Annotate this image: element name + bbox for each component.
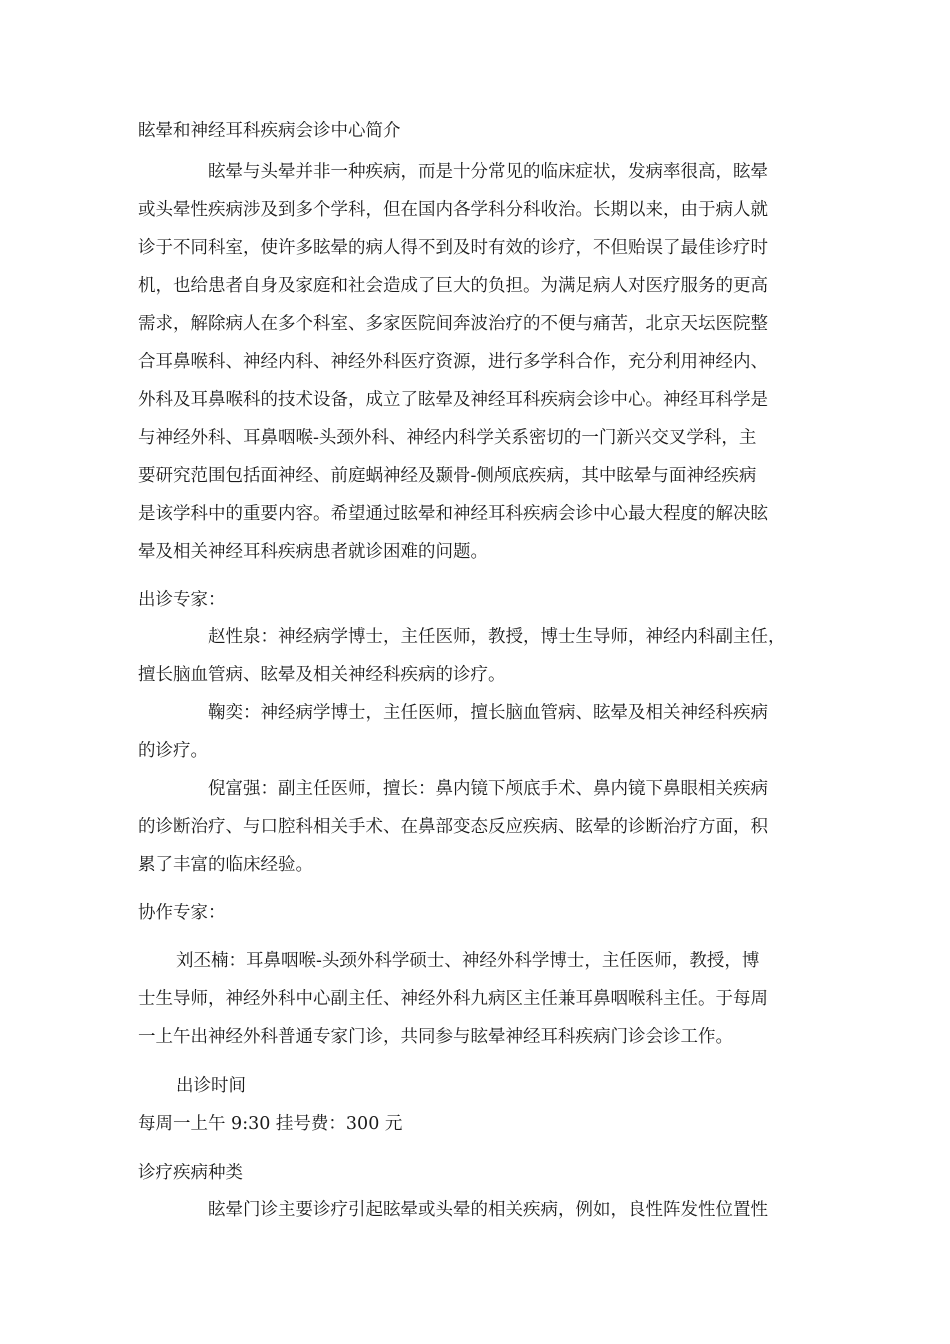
intro-line: 需求，解除病人在多个科室、多家医院间奔波治疗的不便与痛苦，北京天坛医院整 — [138, 314, 768, 334]
schedule-heading: 出诊时间 — [176, 1076, 246, 1096]
intro-line: 或头晕性疾病涉及到多个学科，但在国内各学科分科收治。长期以来，由于病人就 — [138, 200, 768, 220]
coop-line: 刘丕楠：耳鼻咽喉-头颈外科学硕士、神经外科学博士，主任医师，教授，博 — [176, 951, 760, 971]
expert-line: 的诊断治疗、与口腔科相关手术、在鼻部变态反应疾病、眩晕的诊断治疗方面，积 — [138, 817, 768, 837]
coop-line: 一上午出神经外科普通专家门诊，共同参与眩晕神经耳科疾病门诊会诊工作。 — [138, 1027, 733, 1047]
coop-heading: 协作专家： — [138, 903, 226, 923]
intro-line: 晕及相关神经耳科疾病患者就诊困难的问题。 — [138, 542, 488, 562]
intro-line: 眩晕与头晕并非一种疾病，而是十分常见的临床症状，发病率很高，眩晕 — [208, 162, 768, 182]
intro-line: 合耳鼻喉科、神经内科、神经外科医疗资源，进行多学科合作，充分利用神经内、 — [138, 352, 768, 372]
intro-line: 机，也给患者自身及家庭和社会造成了巨大的负担。为满足病人对医疗服务的更高 — [138, 276, 768, 296]
expert-line: 倪富强：副主任医师，擅长：鼻内镜下颅底手术、鼻内镜下鼻眼相关疾病 — [208, 779, 768, 799]
schedule-text: 每周一上午 9:30 挂号费：300 元 — [138, 1114, 403, 1134]
diseases-heading: 诊疗疾病种类 — [138, 1163, 243, 1183]
expert-line: 鞠奕：神经病学博士，主任医师，擅长脑血管病、眩晕及相关神经科疾病 — [208, 703, 768, 723]
expert-line: 擅长脑血管病、眩晕及相关神经科疾病的诊疗。 — [138, 665, 506, 685]
document-title: 眩晕和神经耳科疾病会诊中心简介 — [138, 121, 401, 141]
intro-line: 外科及耳鼻喉科的技术设备，成立了眩晕及神经耳科疾病会诊中心。神经耳科学是 — [138, 390, 768, 410]
expert-line: 赵性泉：神经病学博士，主任医师，教授，博士生导师，神经内科副主任， — [208, 627, 786, 647]
intro-line: 与神经外科、耳鼻咽喉-头颈外科、神经内科学关系密切的一门新兴交叉学科，主 — [138, 428, 757, 448]
expert-line: 累了丰富的临床经验。 — [138, 855, 313, 875]
intro-line: 要研究范围包括面神经、前庭蜗神经及颞骨-侧颅底疾病，其中眩晕与面神经疾病 — [138, 466, 757, 486]
diseases-line: 眩晕门诊主要诊疗引起眩晕或头晕的相关疾病，例如，良性阵发性位置性 — [208, 1200, 768, 1220]
expert-line: 的诊疗。 — [138, 741, 208, 761]
experts-heading: 出诊专家： — [138, 590, 226, 610]
intro-line: 是该学科中的重要内容。希望通过眩晕和神经耳科疾病会诊中心最大程度的解决眩 — [138, 504, 768, 524]
intro-line: 诊于不同科室，使许多眩晕的病人得不到及时有效的诊疗，不但贻误了最佳诊疗时 — [138, 238, 768, 258]
coop-line: 士生导师，神经外科中心副主任、神经外科九病区主任兼耳鼻咽喉科主任。于每周 — [138, 989, 768, 1009]
